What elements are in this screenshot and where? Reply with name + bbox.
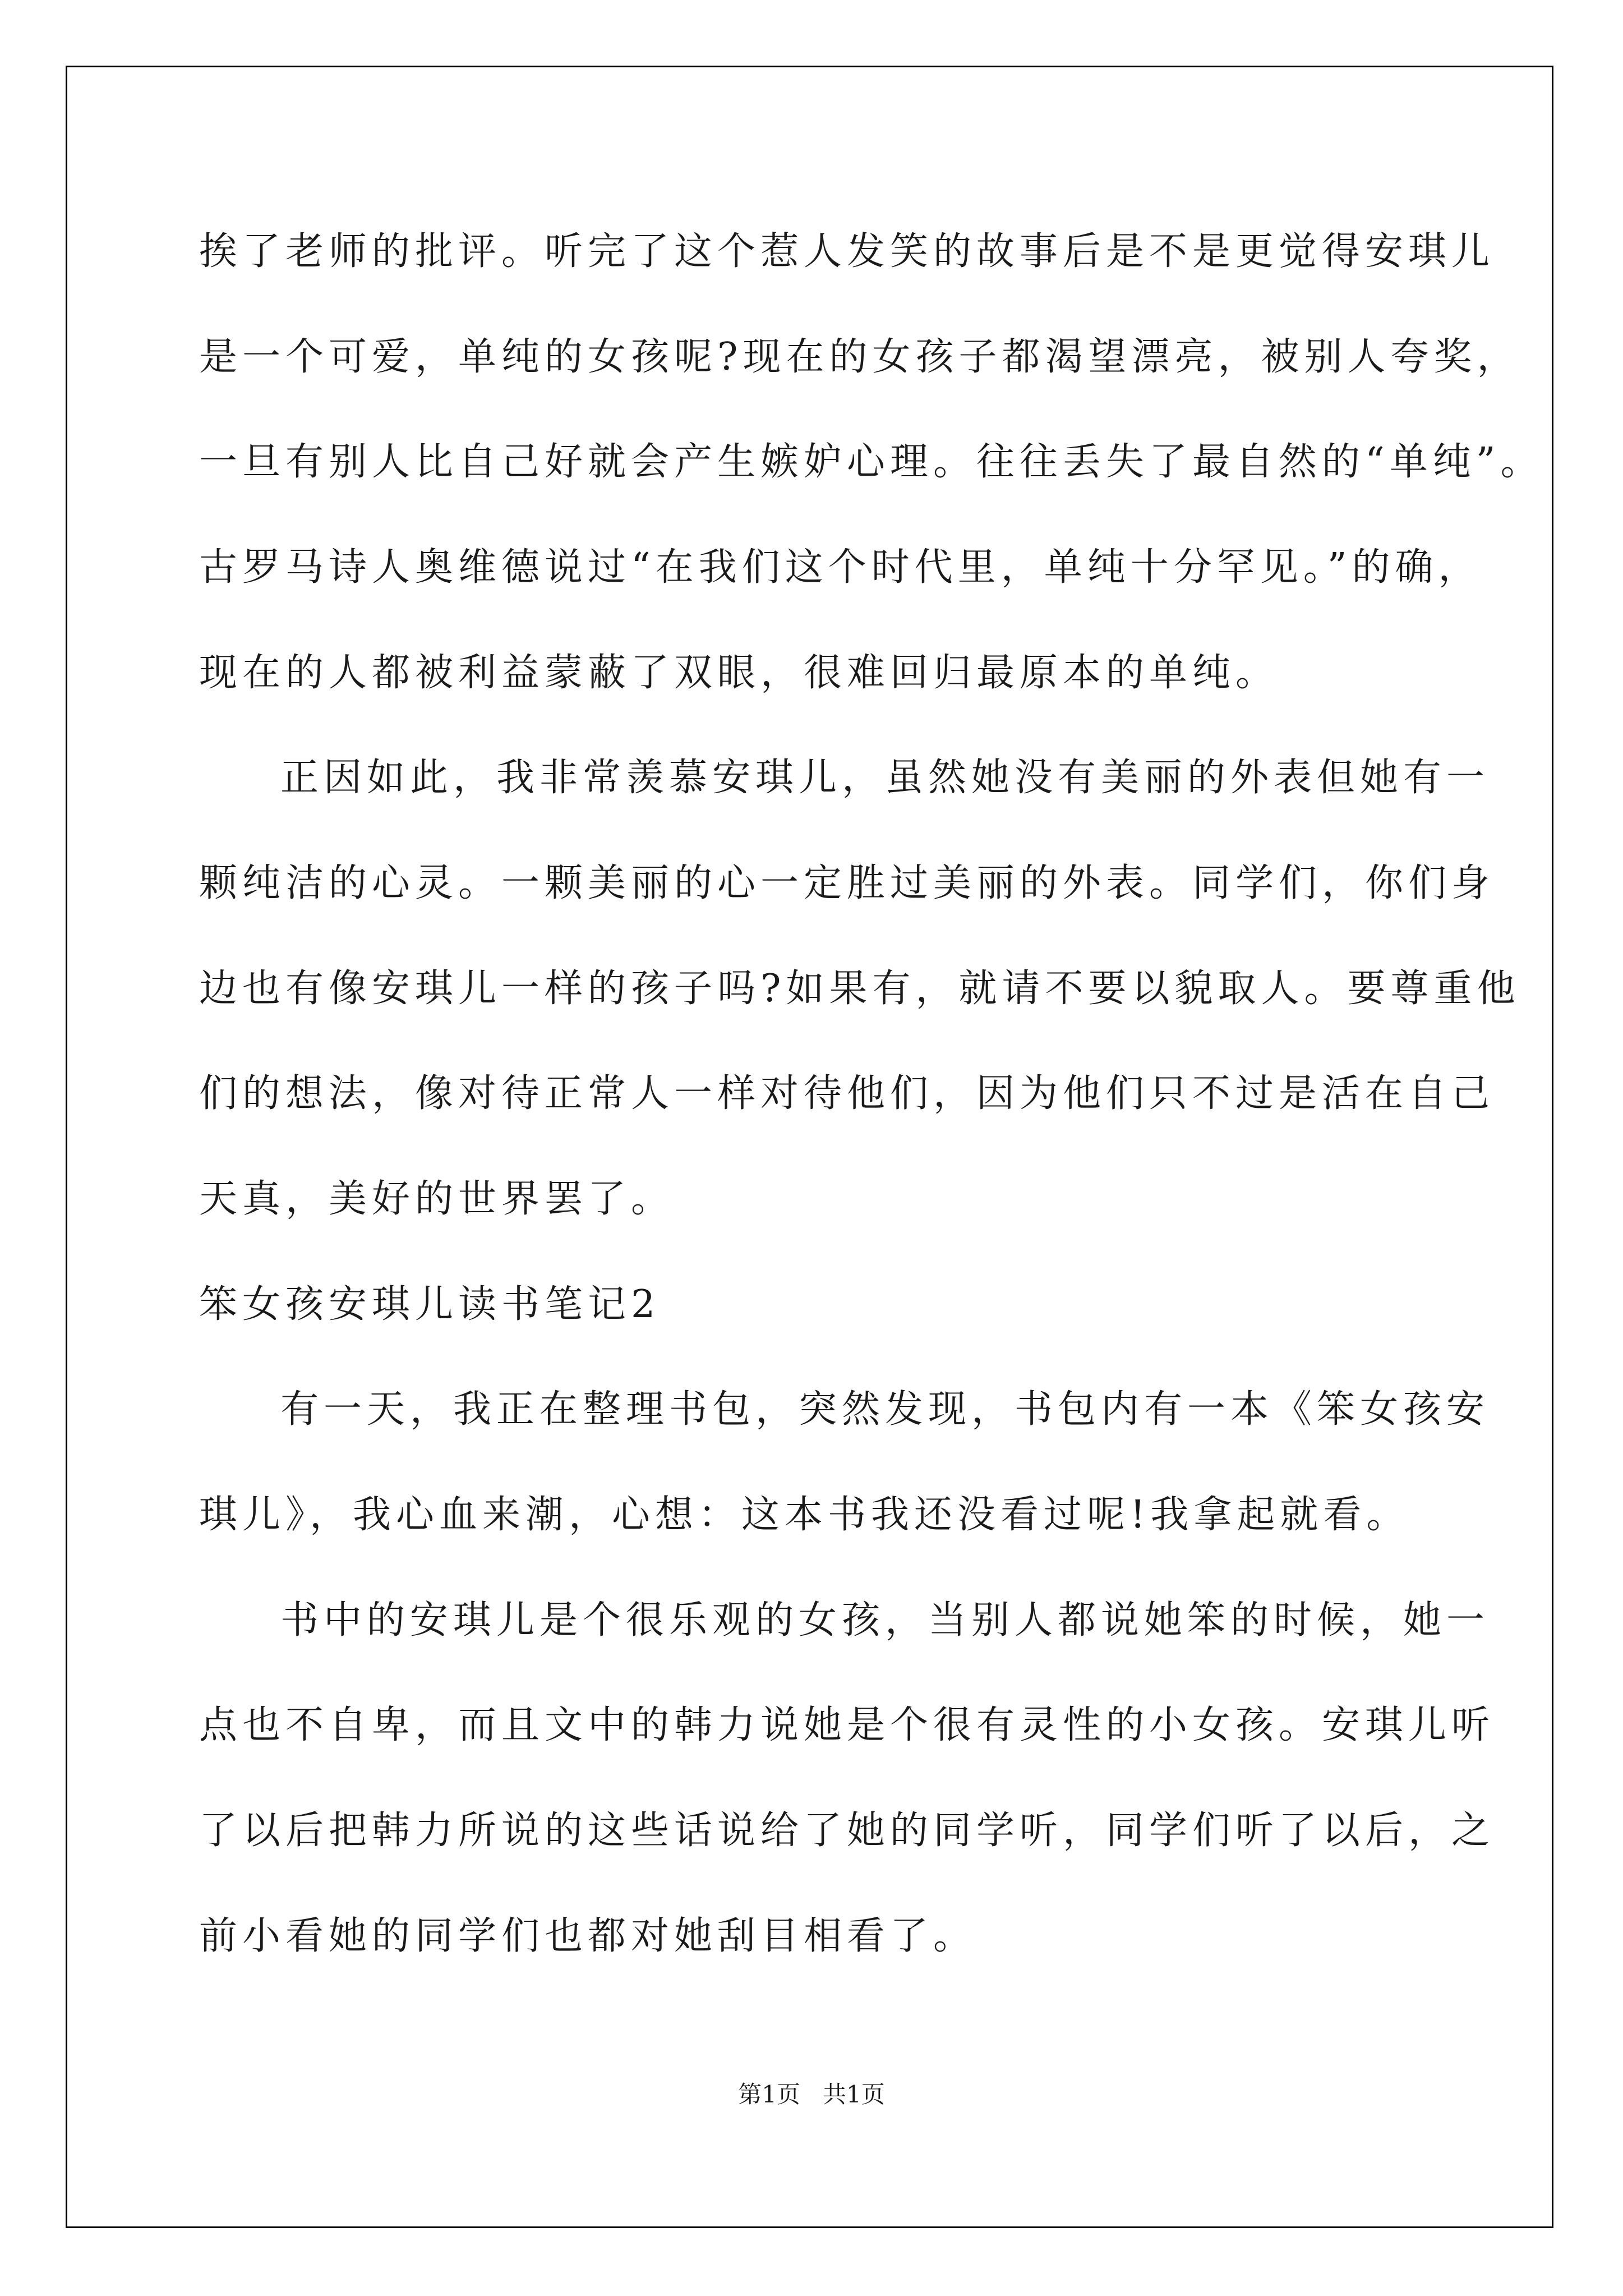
body-text-line: 前小看她的同学们也都对她刮目相看了。 (199, 1914, 977, 1958)
body-text-line: 古罗马诗人奥维德说过“在我们这个时代里，单纯十分罕见。”的确， (199, 545, 1482, 590)
page-number-footer: 第1页 共1页 (738, 2081, 885, 2108)
section-heading: 笨女孩安琪儿读书笔记2 (199, 1282, 661, 1327)
body-text-line: 是一个可爱，单纯的女孩呢?现在的女孩子都渴望漂亮，被别人夸奖， (199, 335, 1520, 379)
body-text-line: 天真，美好的世界罢了。 (199, 1177, 675, 1221)
body-text-line: 们的想法，像对待正常人一样对待他们，因为他们只不过是活在自己 (199, 1071, 1495, 1116)
body-text-line: 挨了老师的批评。听完了这个惹人发笑的故事后是不是更觉得安琪儿 (199, 229, 1495, 274)
paragraph-start-line: 正因如此，我非常羡慕安琪儿，虽然她没有美丽的外表但她有一 (280, 756, 1490, 800)
body-text-line: 颗纯洁的心灵。一颗美丽的心一定胜过美丽的外表。同学们，你们身 (199, 861, 1495, 905)
body-text-line: 一旦有别人比自己好就会产生嫉妒心理。往往丢失了最自然的“单纯”。 (199, 440, 1544, 484)
body-text-line: 点也不自卑，而且文中的韩力说她是个很有灵性的小女孩。安琪儿听 (199, 1703, 1495, 1747)
paragraph-start-line: 有一天，我正在整理书包，突然发现，书包内有一本《笨女孩安 (280, 1387, 1490, 1432)
body-text-line: 边也有像安琪儿一样的孩子吗?如果有，就请不要以貌取人。要尊重他 (199, 967, 1520, 1011)
body-text-line: 现在的人都被利益蒙蔽了双眼，很难回归最原本的单纯。 (199, 651, 1279, 695)
body-text-line: 琪儿》，我心血来潮，心想：这本书我还没看过呢!我拿起就看。 (199, 1493, 1410, 1537)
paragraph-start-line: 书中的安琪儿是个很乐观的女孩，当别人都说她笨的时候，她一 (280, 1598, 1490, 1642)
body-text-line: 了以后把韩力所说的这些话说给了她的同学听，同学们听了以后，之 (199, 1809, 1495, 1853)
page-border (66, 66, 1553, 2228)
